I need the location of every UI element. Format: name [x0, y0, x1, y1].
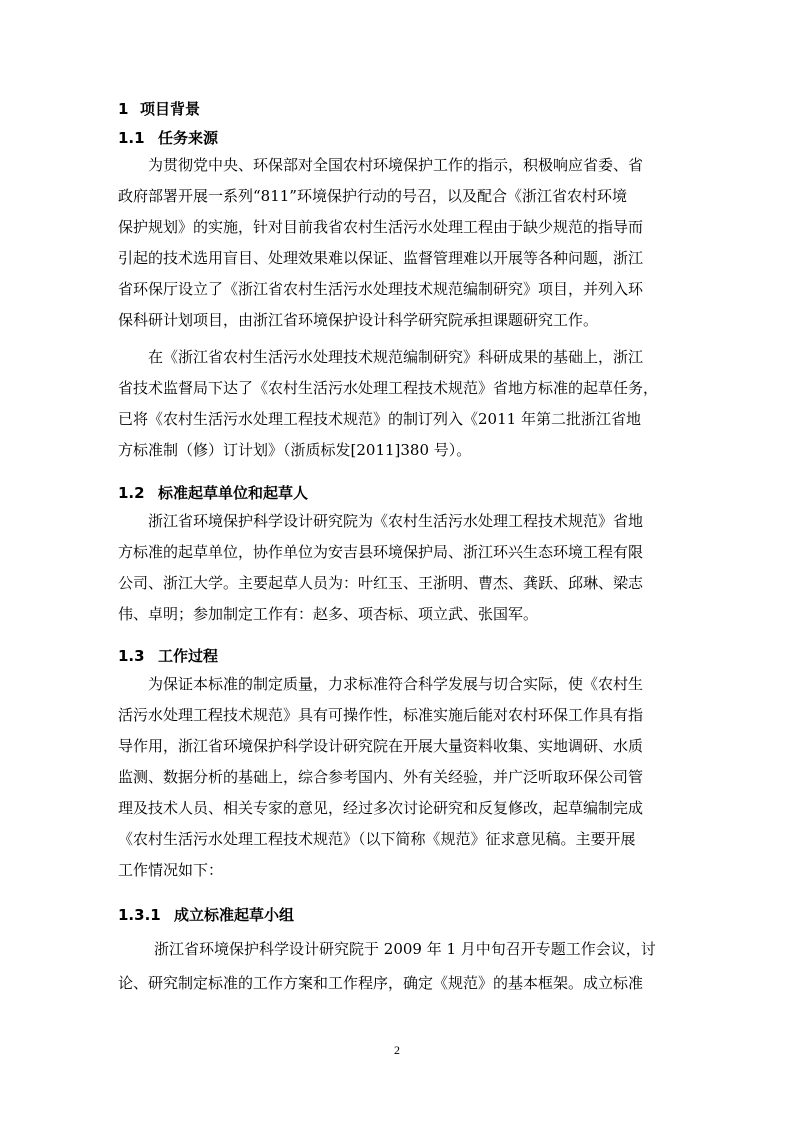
heading-section-1-3 — [118, 645, 218, 666]
text-line: 导作用，浙江省环境保护科学设计研究院在开展大量资料收集、实地调研、水质 — [118, 737, 644, 755]
heading-section-1-2 — [118, 482, 308, 503]
heading-section-1-1 — [118, 127, 218, 148]
text-line: 活污水处理工程技术规范》具有可操作性，标准实施后能对农村环保工作具有指 — [118, 706, 644, 724]
heading-section-1-3-1 — [118, 904, 294, 925]
text-line: 省环保厅设立了《浙江省农村生活污水处理技术规范编制研究》项目，并列入环 — [118, 280, 644, 298]
heading-number: 1.3.1 — [118, 906, 161, 924]
text-line: 在《浙江省农村生活污水处理技术规范编制研究》科研成果的基础上，浙江 — [148, 348, 644, 366]
text-line: 为保证本标准的制定质量，力求标准符合科学发展与切合实际，使《农村生 — [148, 675, 644, 693]
page-number: 2 — [394, 1043, 400, 1057]
text-line: 保护规划》的实施，针对目前我省农村生活污水处理工程由于缺少规范的指导而 — [118, 218, 644, 236]
text-line: 方标准的起草单位，协作单位为安吉县环境保护局、浙江环兴生态环境工程有限 — [118, 543, 644, 561]
text-line: 公司、浙江大学。主要起草人员为：叶红玉、王浙明、曹杰、龚跃、邱琳、梁志 — [118, 574, 644, 592]
heading-title: 项目背景 — [140, 100, 201, 118]
heading-number: 1.2 — [118, 484, 145, 502]
text-line: 政府部署开展一系列“811”环境保护行动的号召，以及配合《浙江省农村环境 — [118, 187, 627, 205]
heading-title: 成立标准起草小组 — [174, 906, 295, 924]
text-line: 省技术监督局下达了《农村生活污水处理工程技术规范》省地方标准的起草任务， — [118, 379, 659, 397]
text-line: 保科研计划项目，由浙江省环境保护设计科学研究院承担课题研究工作。 — [118, 311, 599, 329]
text-line: 伟、卓明；参加制定工作有：赵多、项杏标、项立武、张国军。 — [118, 605, 539, 623]
heading-number: 1 — [118, 100, 129, 118]
text-line: 为贯彻党中央、环保部对全国农村环境保护工作的指示，积极响应省委、省 — [148, 156, 644, 174]
text-line: 监测、数据分析的基础上，综合参考国内、外有关经验，并广泛听取环保公司管 — [118, 768, 644, 786]
text-line: 方标准制（修）订计划》（浙质标发[2011]380 号）。 — [118, 441, 472, 459]
heading-number: 1.1 — [118, 129, 145, 147]
text-line: 理及技术人员、相关专家的意见，经过多次讨论研究和反复修改，起草编制完成 — [118, 799, 644, 817]
text-line: 论、研究制定标准的工作方案和工作程序，确定《规范》的基本框架。成立标准 — [118, 974, 644, 992]
text-line: 《农村生活污水处理工程技术规范》（以下简称《规范》征求意见稿。主要开展 — [118, 830, 636, 848]
text-line: 引起的技术选用盲目、处理效果难以保证、监督管理难以开展等各种问题，浙江 — [118, 249, 644, 267]
heading-section-1 — [118, 98, 200, 119]
text-line: 工作情况如下： — [118, 861, 224, 879]
text-line: 浙江省环境保护科学设计研究院为《农村生活污水处理工程技术规范》省地 — [148, 512, 644, 530]
text-line: 已将《农村生活污水处理工程技术规范》的制订列入《2011 年第二批浙江省地 — [118, 410, 641, 428]
heading-number: 1.3 — [118, 647, 145, 665]
heading-title: 标准起草单位和起草人 — [158, 484, 309, 502]
heading-title: 工作过程 — [158, 647, 219, 665]
heading-title: 任务来源 — [158, 129, 219, 147]
text-line: 浙江省环境保护科学设计研究院于 2009 年 1 月中旬召开专题工作会议，讨 — [154, 940, 656, 958]
